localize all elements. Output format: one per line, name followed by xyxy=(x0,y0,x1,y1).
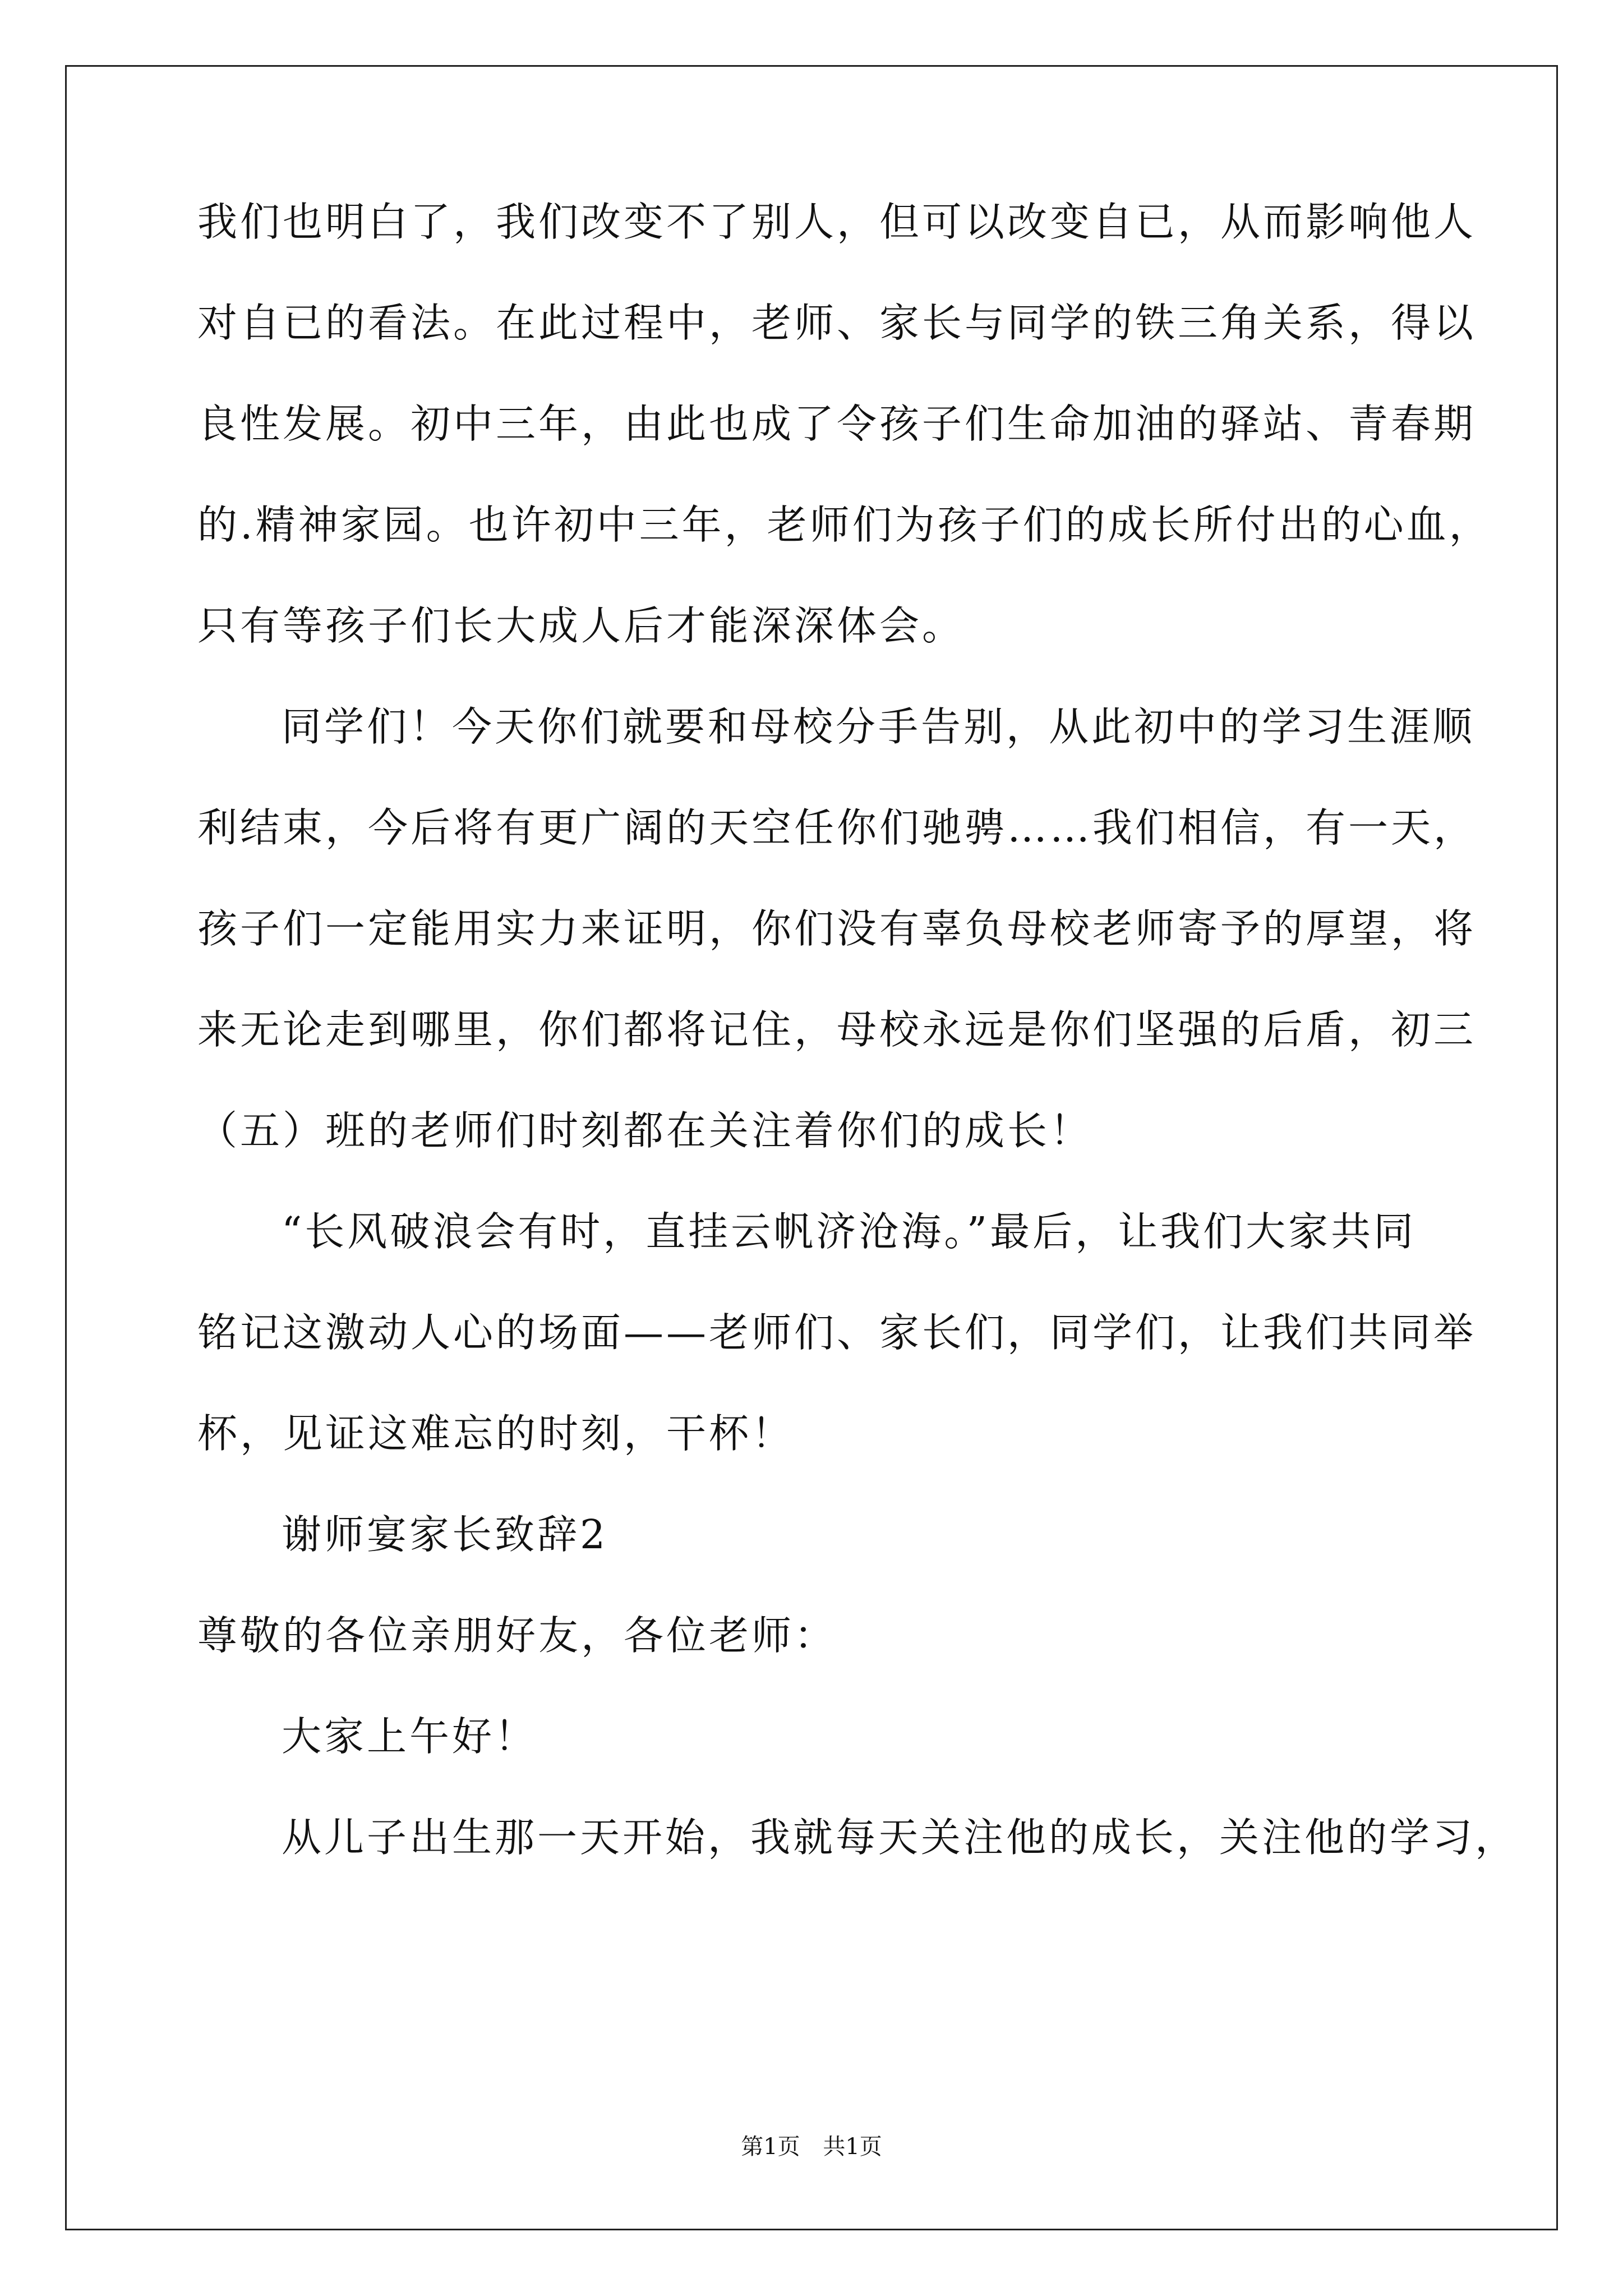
page-number: 第1页 xyxy=(741,2134,800,2160)
paragraph-line: 来无论走到哪里，你们都将记住，母校永远是你们坚强的后盾，初三 xyxy=(197,1006,1477,1053)
paragraph-line: “长风破浪会有时，直挂云帆济沧海。”最后，让我们大家共同 xyxy=(282,1208,1417,1255)
page-total: 共1页 xyxy=(823,2134,882,2160)
greeting: 大家上午好！ xyxy=(282,1713,538,1760)
paragraph-line: 从儿子出生那一天开始，我就每天关注他的成长，关注他的学习， xyxy=(282,1814,1518,1861)
paragraph-line: （五）班的老师们时刻都在关注着你们的成长！ xyxy=(197,1107,1093,1154)
paragraph-line: 对自已的看法。在此过程中，老师、家长与同学的铁三角关系，得以 xyxy=(197,300,1477,346)
paragraph-line: 我们也明白了，我们改变不了别人，但可以改变自已，从而影响他人 xyxy=(197,199,1477,245)
paragraph-line: 铭记这激动人心的场面——老师们、家长们，同学们，让我们共同举 xyxy=(197,1309,1477,1356)
section-title: 谢师宴家长致辞2 xyxy=(282,1511,608,1558)
salutation: 尊敬的各位亲朋好友，各位老师： xyxy=(197,1612,837,1659)
paragraph-line: 同学们！今天你们就要和母校分手告别，从此初中的学习生涯顺 xyxy=(282,703,1476,750)
paragraph-line: 的.精神家园。也许初中三年，老师们为孩子们的成长所付出的心血， xyxy=(197,501,1492,548)
paragraph-line: 利结束，今后将有更广阔的天空任你们驰骋……我们相信，有一天， xyxy=(197,804,1477,851)
paragraph-line: 良性发展。初中三年，由此也成了令孩子们生命加油的驿站、青春期 xyxy=(197,401,1477,447)
paragraph-line: 杯，见证这难忘的时刻，干杯！ xyxy=(197,1410,795,1457)
page-footer xyxy=(0,2129,1623,2161)
paragraph-line: 孩子们一定能用实力来证明，你们没有辜负母校老师寄予的厚望，将 xyxy=(197,905,1477,952)
paragraph-line: 只有等孩子们长大成人后才能深深体会。 xyxy=(197,602,965,649)
